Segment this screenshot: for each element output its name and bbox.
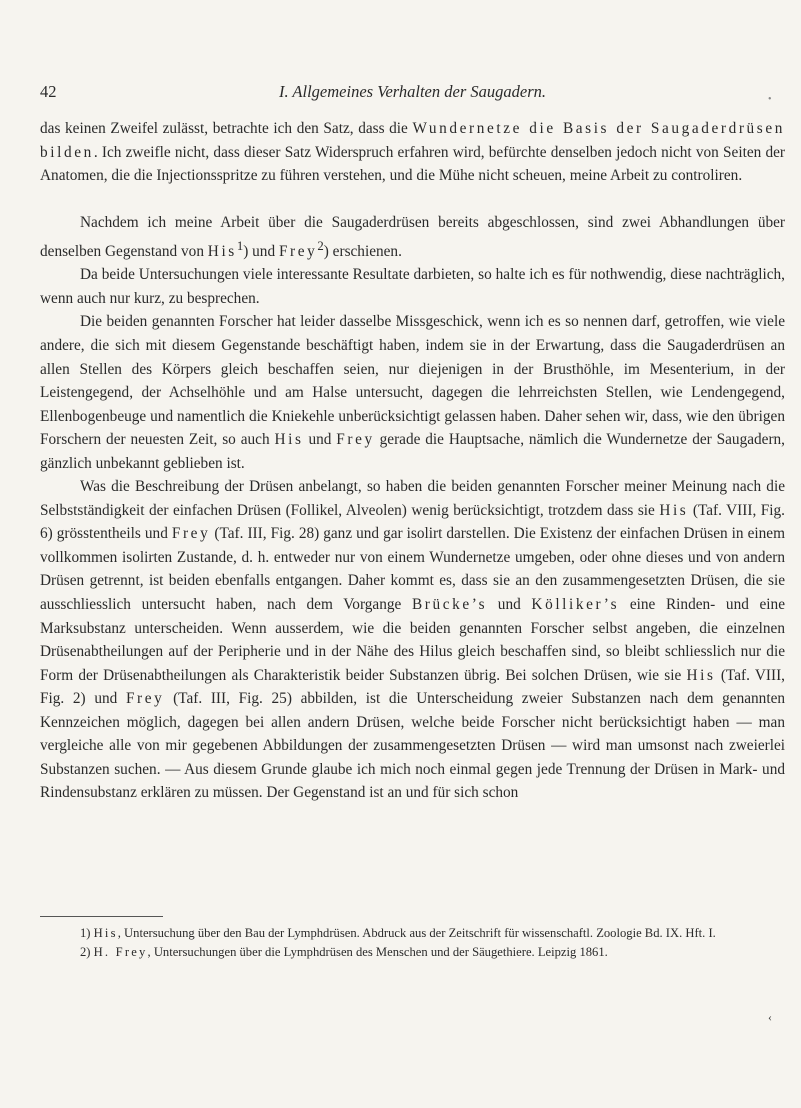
footnote-rule bbox=[40, 916, 163, 917]
footnote-ref-1[interactable]: 1 bbox=[236, 238, 244, 253]
margin-speck: • bbox=[768, 94, 772, 105]
paragraph-2: Nachdem ich meine Arbeit über die Saugaderdrüsen bereits abgeschlossen, sind zwei Abhandlungen über denselben Gegenstand von His$^1$) und Frey$^2$) erschienen. bbox=[40, 214, 785, 260]
author-name: Frey bbox=[336, 431, 375, 449]
page-number: 42 bbox=[40, 82, 57, 101]
paragraph-3: Da beide Untersuchungen viele interessante Resultate darbieten, so halte ich es für nothwendig, diese nachträglich, wenn auch nur kurz, zu besprechen. bbox=[40, 266, 785, 307]
paragraph-5: Was die Beschreibung der Drüsen anbelangt, so haben die beiden genannten Forscher meiner Meinung nach die Selbstständigkeit der einfachen Drüsen (Follikel, Alveolen) wenig berücksichtigt, trotzdem dass sie His (Taf. VIII, Fig. 6) grösstentheils und Frey (Taf. III, Fig. 28) ganz und gar isolirt darstellen. Die Existenz der einfachen Drüsen in einem vollkommen isolirten Zustande, d. h. entweder nur von einem Wundernetze umgeben, oder ohne dieses und von andern Drüsen getrennt, ist beiden ebenfalls entgangen. Daher kommt es, dass sie an den zusammengesetzten Drüsen, die sie ausschliesslich untersucht haben, nach dem Vorgange Brücke’s und Kölliker’s eine Rinden- und eine Marksubstanz unterscheiden. Wenn ausserdem, wie die beiden genannten Forscher selbst angeben, die einzelnen Drüsenabtheilungen auf der Peripherie und in der Nähe des Hilus gleich beschaffen sind, so bleibt schliesslich nur die Form der Drüsenabtheilungen als Charakteristik beider Substanzen übrig. Bei solchen Drüsen, wie sie His (Taf. VIII, Fig. 2) und Frey (Taf. III, Fig. 25) abbilden, ist die Unterscheidung zweier Substanzen nach dem genannten Kennzeichen möglich, dagegen bei allen andern Drüsen, welche beide Forscher nicht berücksichtigt haben — man vergleiche alle von mir gegebenen Abbildungen der zusammengesetzten Drüsen — wird man umsonst nach zweierlei Substanzen suchen. — Aus diesem Grunde glaube ich mich noch einmal gegen jede Trennung der Drüsen in Mark- und Rindensubstanz erklären zu müssen. Der Gegenstand ist an und für sich schon bbox=[40, 478, 786, 802]
paragraph-4: Die beiden genannten Forscher hat leider dasselbe Missgeschick, wenn ich es so nennen darf, getroffen, wie viele andere, die sich mit diesem Gegenstande beschäftigt haben, indem sie in der Erwartung, dass die Saugaderdrüsen an allen Stellen des Körpers gleich beschaffen seien, nur diejenigen in der Brusthöhle, im Mesenterium, in der Leistengegend, der Achselhöhle und am Halse untersucht, dagegen die lehrreichsten Stellen, wie Lendengegend, Ellenbogenbeuge und namentlich die Kniekehle unberücksichtigt gelassen haben. Daher sehen wir, dass, wie den übrigen Forschern der neuesten Zeit, so auch His und Frey gerade die Hauptsache, nämlich die Wundernetze der Saugadern, gänzlich unbekannt geblieben ist. bbox=[40, 313, 786, 472]
footnote-2: 2) H. Frey, Untersuchungen über die Lymphdrüsen des Menschen und der Säugethiere. Leipzig 1861. bbox=[80, 944, 608, 959]
footnote-1: 1) His, Untersuchung über den Bau der Lymphdrüsen. Abdruck aus der Zeitschrift für wissenschaftl. Zoologie Bd. IX. Hft. I. bbox=[80, 926, 716, 940]
author-name: Frey bbox=[125, 690, 165, 708]
author-name: His bbox=[274, 431, 304, 449]
author-name: Frey bbox=[171, 525, 211, 543]
footnote-ref-2[interactable]: 2 bbox=[317, 238, 324, 253]
footnote-author: H. Frey bbox=[93, 944, 148, 959]
footnote-author: His bbox=[93, 926, 118, 940]
margin-mark: ‹ bbox=[768, 1010, 772, 1024]
footnotes bbox=[40, 924, 785, 961]
author-name: Frey bbox=[278, 242, 318, 260]
author-name: Brücke’s bbox=[411, 596, 488, 614]
running-title: I. Allgemeines Verhalten der Saugadern. bbox=[278, 82, 546, 101]
author-name: His bbox=[207, 242, 237, 260]
author-name: His bbox=[659, 501, 689, 519]
body-text bbox=[40, 117, 785, 805]
page-header bbox=[40, 80, 785, 104]
paragraph-1: das keinen Zweifel zulässt, betrachte ich den Satz, dass die Wundernetze die Basis der Saugaderdrüsen bilden. Ich zweifle nicht, dass dieser Satz Widerspruch erfahren wird, befürchte denselben jedoch nicht von Seiten der Anatomen, die die Injectionsspritze zu führen verstehen, und die Mühe nicht scheuen, meine Arbeit zu controliren. bbox=[40, 120, 785, 185]
emphasis: Wundernetze die Basis der Saugaderdrüsen bilden bbox=[40, 120, 785, 161]
author-name: Kölliker’s bbox=[531, 596, 620, 614]
author-name: His bbox=[686, 666, 716, 684]
